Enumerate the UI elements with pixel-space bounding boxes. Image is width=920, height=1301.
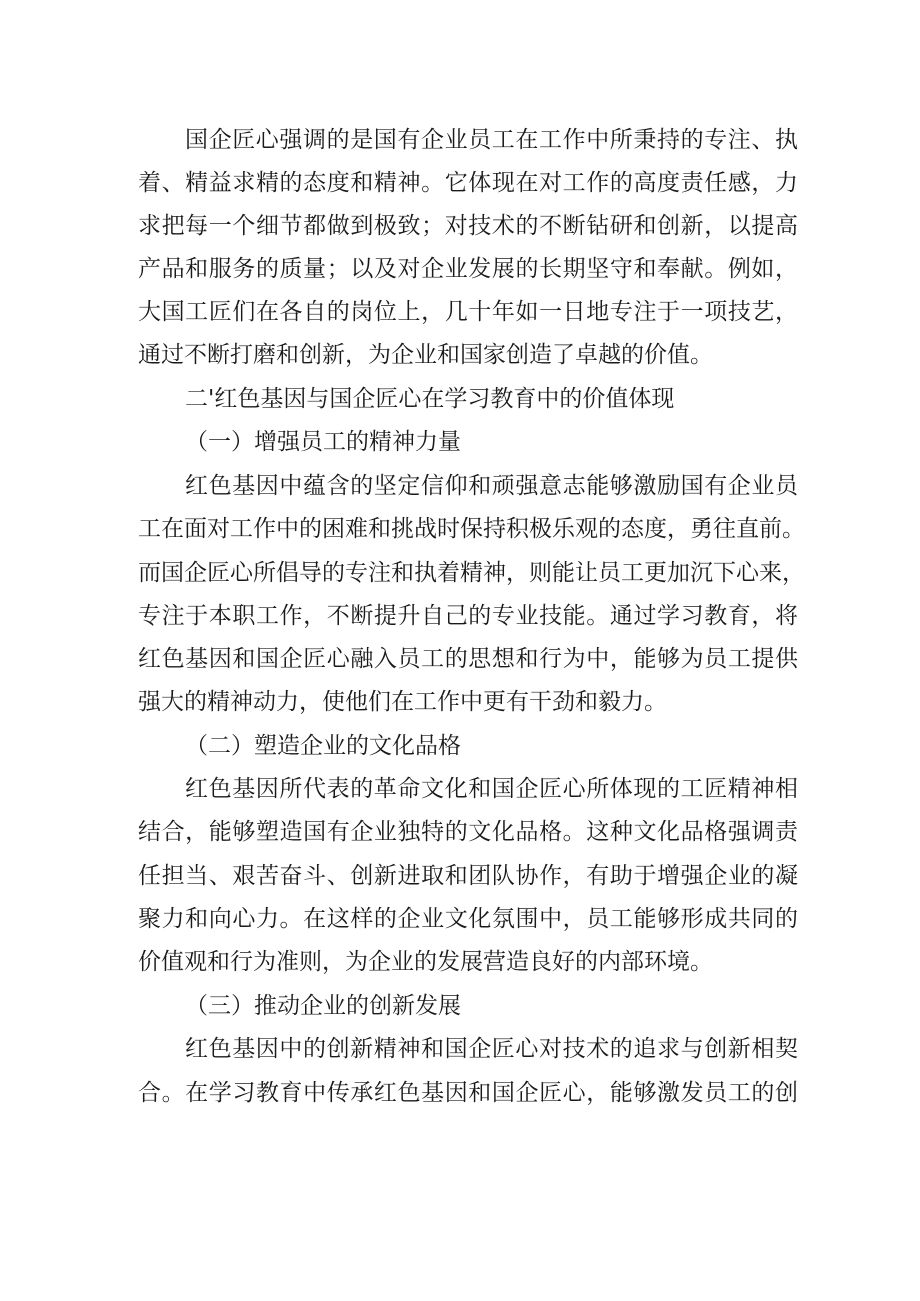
- sub-heading-3: （三）推动企业的创新发展: [185, 993, 461, 1019]
- paragraph-1-line-6: 通过不断打磨和创新，为企业和国家创造了卓越的价值。: [138, 342, 713, 368]
- paragraph-2-line-5: 红色基因和国企匠心融入员工的思想和行为中，能够为员工提供: [138, 646, 798, 672]
- paragraph-4-line-1: 红色基因中的创新精神和国企匠心对技术的追求与创新相契: [185, 1036, 798, 1062]
- paragraph-2-line-1: 红色基因中蕴含的坚定信仰和顽强意志能够激励国有企业员: [185, 473, 798, 499]
- paragraph-1-line-5: 大国工匠们在各自的岗位上，几十年如一日地专注于一项技艺，: [138, 299, 798, 325]
- paragraph-2-line-3: 而国企匠心所倡导的专注和执着精神，则能让员工更加沉下心来，: [138, 560, 805, 586]
- paragraph-2-line-2: 工在面对工作中的困难和挑战时保持积极乐观的态度，勇往直前。: [138, 516, 805, 542]
- paragraph-1-line-2: 着、精益求精的态度和精神。它体现在对工作的高度责任感，力: [138, 170, 798, 196]
- paragraph-1-line-1: 国企匠心强调的是国有企业员工在工作中所秉持的专注、执: [185, 127, 798, 153]
- paragraph-3-line-5: 价值观和行为准则，为企业的发展营造良好的内部环境。: [138, 949, 713, 975]
- paragraph-3-line-1: 红色基因所代表的革命文化和国企匠心所体现的工匠精神相: [185, 776, 798, 802]
- section-heading: 二'红色基因与国企匠心在学习教育中的价值体现: [185, 386, 675, 412]
- paragraph-3-line-2: 结合，能够塑造国有企业独特的文化品格。这种文化品格强调责: [138, 819, 798, 845]
- paragraph-1-line-4: 产品和服务的质量；以及对企业发展的长期坚守和奉献。例如，: [138, 256, 798, 282]
- paragraph-1-line-3: 求把每一个细节都做到极致；对技术的不断钻研和创新，以提高: [138, 213, 798, 239]
- paragraph-3-line-4: 聚力和向心力。在这样的企业文化氛围中，员工能够形成共同的: [138, 906, 798, 932]
- paragraph-3-line-3: 任担当、艰苦奋斗、创新进取和团队协作，有助于增强企业的凝: [138, 863, 798, 889]
- paragraph-4-line-2: 合。在学习教育中传承红色基因和国企匠心，能够激发员工的创: [138, 1080, 798, 1106]
- paragraph-2-line-4: 专注于本职工作，不断提升自己的专业技能。通过学习教育，将: [138, 603, 798, 629]
- sub-heading-2: （二）塑造企业的文化品格: [185, 733, 461, 759]
- sub-heading-1: （一）增强员工的精神力量: [185, 429, 461, 455]
- paragraph-2-line-6: 强大的精神动力，使他们在工作中更有干劲和毅力。: [138, 689, 667, 715]
